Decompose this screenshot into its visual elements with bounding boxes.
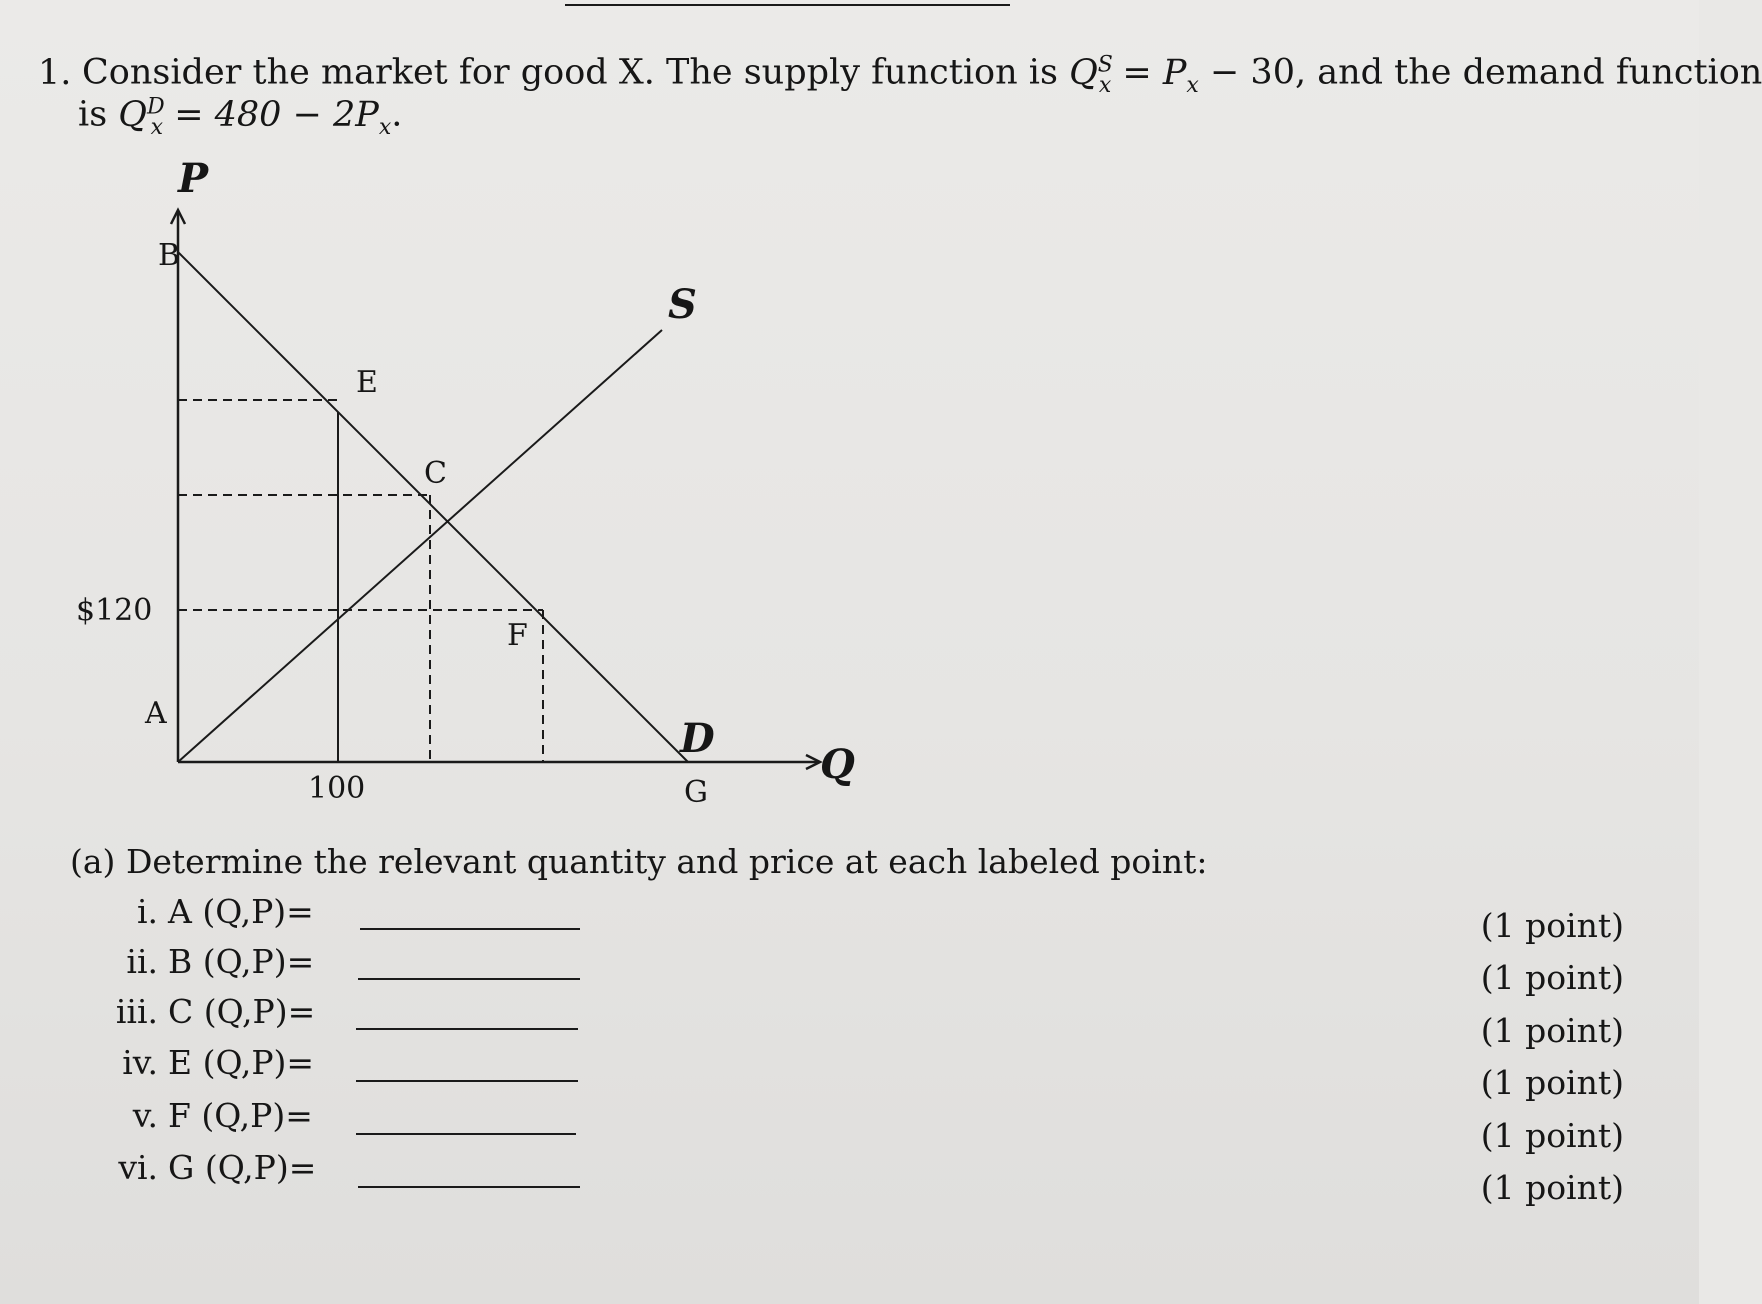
points-b: (1 point) (1480, 958, 1624, 997)
points-a: (1 point) (1480, 906, 1624, 945)
demand-function: $Q^D_x = 480 - 2P_x$ (118, 94, 392, 140)
point-g-label: G (684, 775, 708, 810)
question-number: 1. (38, 52, 72, 93)
part-a-prompt: (a) Determine the relevant quantity and price at each labeled point: (70, 842, 1208, 881)
price-tick-120: $120 (76, 593, 153, 628)
item-f: v. F (Q,P)= (132, 1096, 313, 1135)
supply-function: $Q^S_x = P_x$ (1069, 52, 1199, 98)
point-f-label: F (507, 618, 528, 653)
item-e: iv. E (Q,P)= (122, 1043, 315, 1082)
quantity-tick-100: 100 (308, 771, 366, 806)
item-a: i. A (Q,P)= (136, 892, 314, 931)
points-g: (1 point) (1480, 1168, 1624, 1207)
points-f: (1 point) (1480, 1116, 1624, 1155)
answer-blank-c[interactable] (356, 1028, 578, 1030)
x-axis-label: Q (820, 741, 855, 788)
points-c: (1 point) (1480, 1011, 1624, 1050)
supply-tail: − 30, and the demand function (1198, 52, 1762, 93)
point-e-label: E (356, 365, 378, 400)
question-line-2: is $Q^D_x = 480 - 2P_x$. (78, 94, 403, 140)
y-axis-label: P (178, 155, 209, 202)
answer-blank-a[interactable] (360, 928, 580, 930)
point-a-label: A (145, 696, 167, 731)
answer-blank-g[interactable] (358, 1186, 580, 1188)
answer-blank-e[interactable] (356, 1080, 578, 1082)
item-g: vi. G (Q,P)= (118, 1148, 317, 1187)
point-b-label: B (158, 238, 181, 273)
demand-label: D (680, 715, 715, 762)
answer-blank-b[interactable] (358, 978, 580, 980)
point-c-label: C (424, 456, 447, 491)
answer-blank-f[interactable] (356, 1133, 576, 1135)
supply-label: S (668, 281, 697, 328)
supply-curve (178, 330, 662, 762)
points-e: (1 point) (1480, 1063, 1624, 1102)
item-b: ii. B (Q,P)= (126, 942, 315, 981)
item-c: iii. C (Q,P)= (115, 992, 316, 1031)
question-intro: Consider the market for good X. The supply function is (82, 52, 1058, 93)
demand-curve (178, 252, 688, 762)
